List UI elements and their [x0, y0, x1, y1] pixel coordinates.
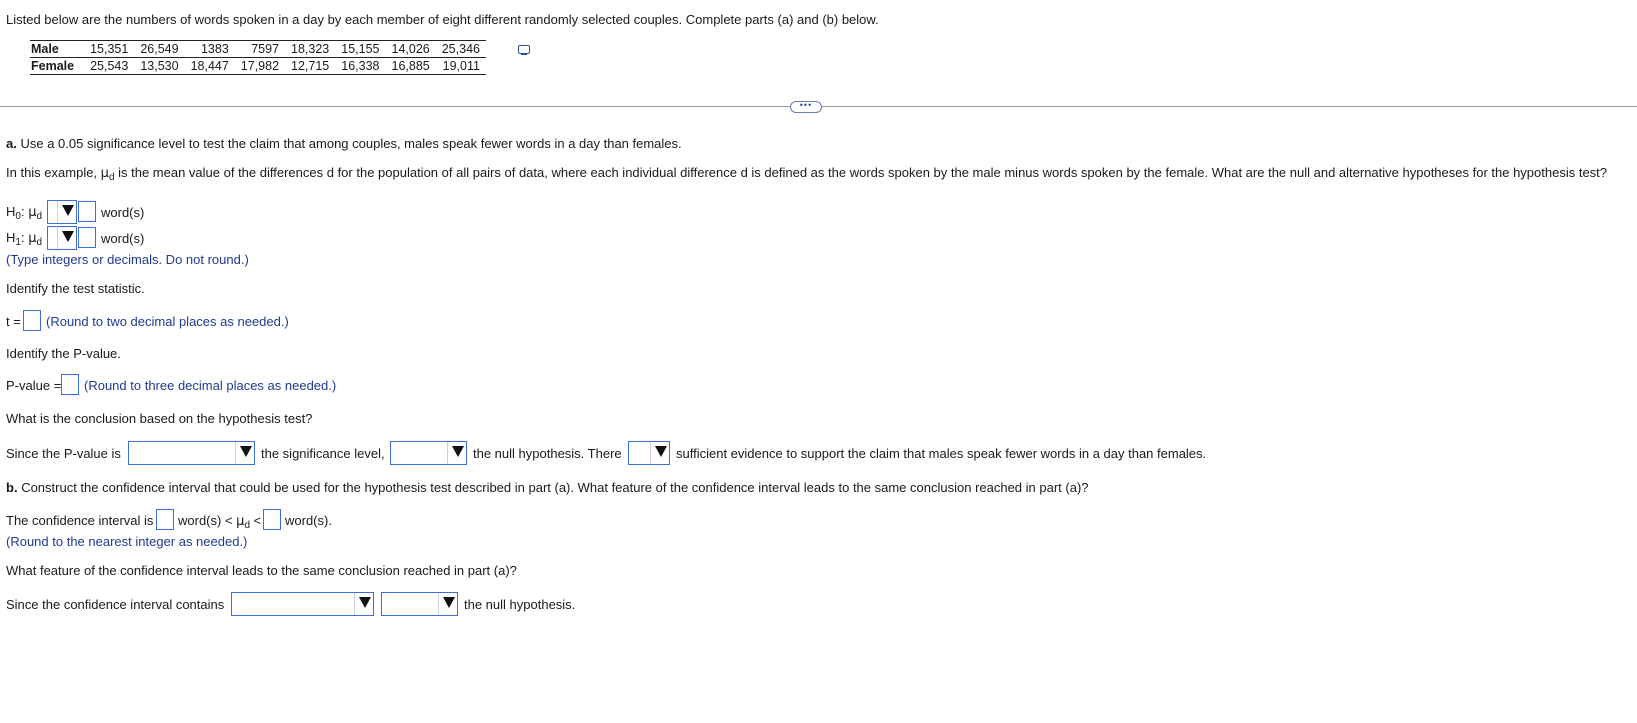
- table-cell: 1383: [185, 41, 235, 58]
- h0-sub: 0: [15, 211, 21, 222]
- h1-sub: 1: [15, 237, 21, 248]
- p-value-label: P-value =: [6, 378, 62, 393]
- table-row-female: [30, 58, 486, 75]
- row-label: Male: [30, 41, 84, 58]
- table-cell: 17,982: [235, 58, 285, 75]
- chevron-down-icon: [443, 597, 455, 608]
- conclusion-question: What is the conclusion based on the hypothesis test?: [6, 411, 313, 426]
- chevron-down-icon: [62, 231, 74, 242]
- part-a-question: [6, 136, 682, 151]
- more-options-button[interactable]: •••: [790, 101, 822, 113]
- example-post: is the mean value of the differences d for the population of all pairs of data, where each individual difference d is defined as the words spoken by the male minus words spoken by the female. What are the null and alternative hypotheses for the hypothesis test?: [114, 165, 1608, 180]
- h0-label: [6, 204, 42, 222]
- table-cell: 13,530: [134, 58, 184, 75]
- ci-middle: [178, 513, 261, 531]
- part-b-label: b.: [6, 480, 18, 495]
- table-cell: 25,346: [436, 41, 486, 58]
- sig-level-text: the significance level,: [261, 446, 385, 461]
- chevron-down-icon: [655, 446, 667, 457]
- since-ci-text: Since the confidence interval contains: [6, 597, 225, 612]
- t-value-input[interactable]: [23, 310, 41, 331]
- h1-operator-dropdown[interactable]: [47, 226, 77, 250]
- table-row-male: [30, 41, 486, 58]
- intro-text: Listed below are the numbers of words spoken in a day by each member of eight different randomly selected couples. Complete parts (a) and (b) below.: [6, 12, 879, 27]
- evidence-dropdown[interactable]: [628, 441, 670, 465]
- ci-pre-text: The confidence interval is: [6, 513, 154, 528]
- table-cell: 25,543: [84, 58, 134, 75]
- dropdown-arrow-area: [447, 442, 466, 464]
- sufficient-evidence-text: sufficient evidence to support the claim that males speak fewer words in a day than females.: [676, 446, 1207, 461]
- null-hypothesis-text: the null hypothesis.: [464, 597, 576, 612]
- data-table: [30, 40, 486, 75]
- h1-h: H: [6, 230, 16, 245]
- part-b-text: Construct the confidence interval that could be used for the hypothesis test described in part (a). What feature of the confidence interval leads to the same conclusion reached in part (a)?: [21, 480, 1089, 495]
- dropdown-arrow-area: [57, 227, 76, 249]
- ci-contains-dropdown[interactable]: [231, 592, 374, 616]
- table-cell: 18,447: [185, 58, 235, 75]
- table-cell: 16,885: [386, 58, 436, 75]
- table-cell: 12,715: [285, 58, 335, 75]
- row-label: Female: [30, 58, 84, 75]
- mu-subscript: d: [108, 172, 115, 183]
- null-there-text: the null hypothesis. There: [473, 446, 622, 461]
- h0-operator-dropdown[interactable]: [47, 200, 77, 224]
- reject-decision-dropdown[interactable]: [390, 441, 467, 465]
- mu-symbol: μ: [28, 231, 37, 246]
- table-cell: 19,011: [436, 58, 486, 75]
- dropdown-arrow-area: [235, 442, 254, 464]
- h1-colon: :: [20, 230, 25, 245]
- mu-subscript: d: [244, 520, 251, 531]
- dropdown-arrow-area: [57, 201, 76, 223]
- mu-symbol: μ: [100, 166, 109, 181]
- chevron-down-icon: [62, 205, 74, 216]
- table-cell: 14,026: [386, 41, 436, 58]
- ci-upper-input[interactable]: [263, 509, 281, 530]
- table-cell: 18,323: [285, 41, 335, 58]
- ci-end-text: word(s).: [285, 513, 332, 528]
- p-vs-alpha-dropdown[interactable]: [128, 441, 255, 465]
- dropdown-arrow-area: [650, 442, 669, 464]
- ci-lower-input[interactable]: [156, 509, 174, 530]
- t-label: t =: [6, 314, 21, 329]
- h0-colon: :: [20, 204, 25, 219]
- part-b-question: [6, 480, 1089, 495]
- h0-unit: word(s): [101, 205, 145, 220]
- table-cell: 15,351: [84, 41, 134, 58]
- part-a-text: Use a 0.05 significance level to test the claim that among couples, males speak fewer words in a day than females.: [20, 136, 682, 151]
- chevron-down-icon: [359, 597, 371, 608]
- h0-h: H: [6, 204, 16, 219]
- table-cell: 26,549: [134, 41, 184, 58]
- p-value-hint: (Round to three decimal places as needed.): [84, 378, 337, 393]
- h1-value-input[interactable]: [78, 227, 96, 248]
- ci-mid-unit: word(s) <: [178, 513, 233, 528]
- t-hint: (Round to two decimal places as needed.): [46, 314, 289, 329]
- identify-p-value: Identify the P-value.: [6, 346, 121, 361]
- part-a-label: a.: [6, 136, 17, 151]
- ci-hint: (Round to the nearest integer as needed.): [6, 534, 248, 549]
- ci-lt: <: [253, 513, 262, 528]
- feature-question: What feature of the confidence interval leads to the same conclusion reached in part (a)?: [6, 563, 517, 578]
- identify-test-statistic: Identify the test statistic.: [6, 281, 145, 296]
- ci-decision-dropdown[interactable]: [381, 592, 458, 616]
- chevron-down-icon: [452, 446, 464, 457]
- h1-unit: word(s): [101, 231, 145, 246]
- example-pre: In this example,: [6, 165, 101, 180]
- h1-label: [6, 230, 42, 248]
- h0-value-input[interactable]: [78, 201, 96, 222]
- mu-symbol: μ: [236, 514, 245, 529]
- copy-data-icon[interactable]: [518, 45, 530, 54]
- table-cell: 7597: [235, 41, 285, 58]
- mu-subscript: d: [36, 211, 43, 222]
- hypothesis-hint: (Type integers or decimals. Do not round.): [6, 252, 249, 267]
- example-text: [6, 165, 1607, 183]
- table-cell: 16,338: [335, 58, 385, 75]
- mu-symbol: μ: [28, 205, 37, 220]
- dropdown-arrow-area: [438, 593, 457, 615]
- mu-subscript: d: [36, 237, 43, 248]
- chevron-down-icon: [240, 446, 252, 457]
- p-value-input[interactable]: [61, 374, 79, 395]
- since-p-text: Since the P-value is: [6, 446, 121, 461]
- table-cell: 15,155: [335, 41, 385, 58]
- dropdown-arrow-area: [354, 593, 373, 615]
